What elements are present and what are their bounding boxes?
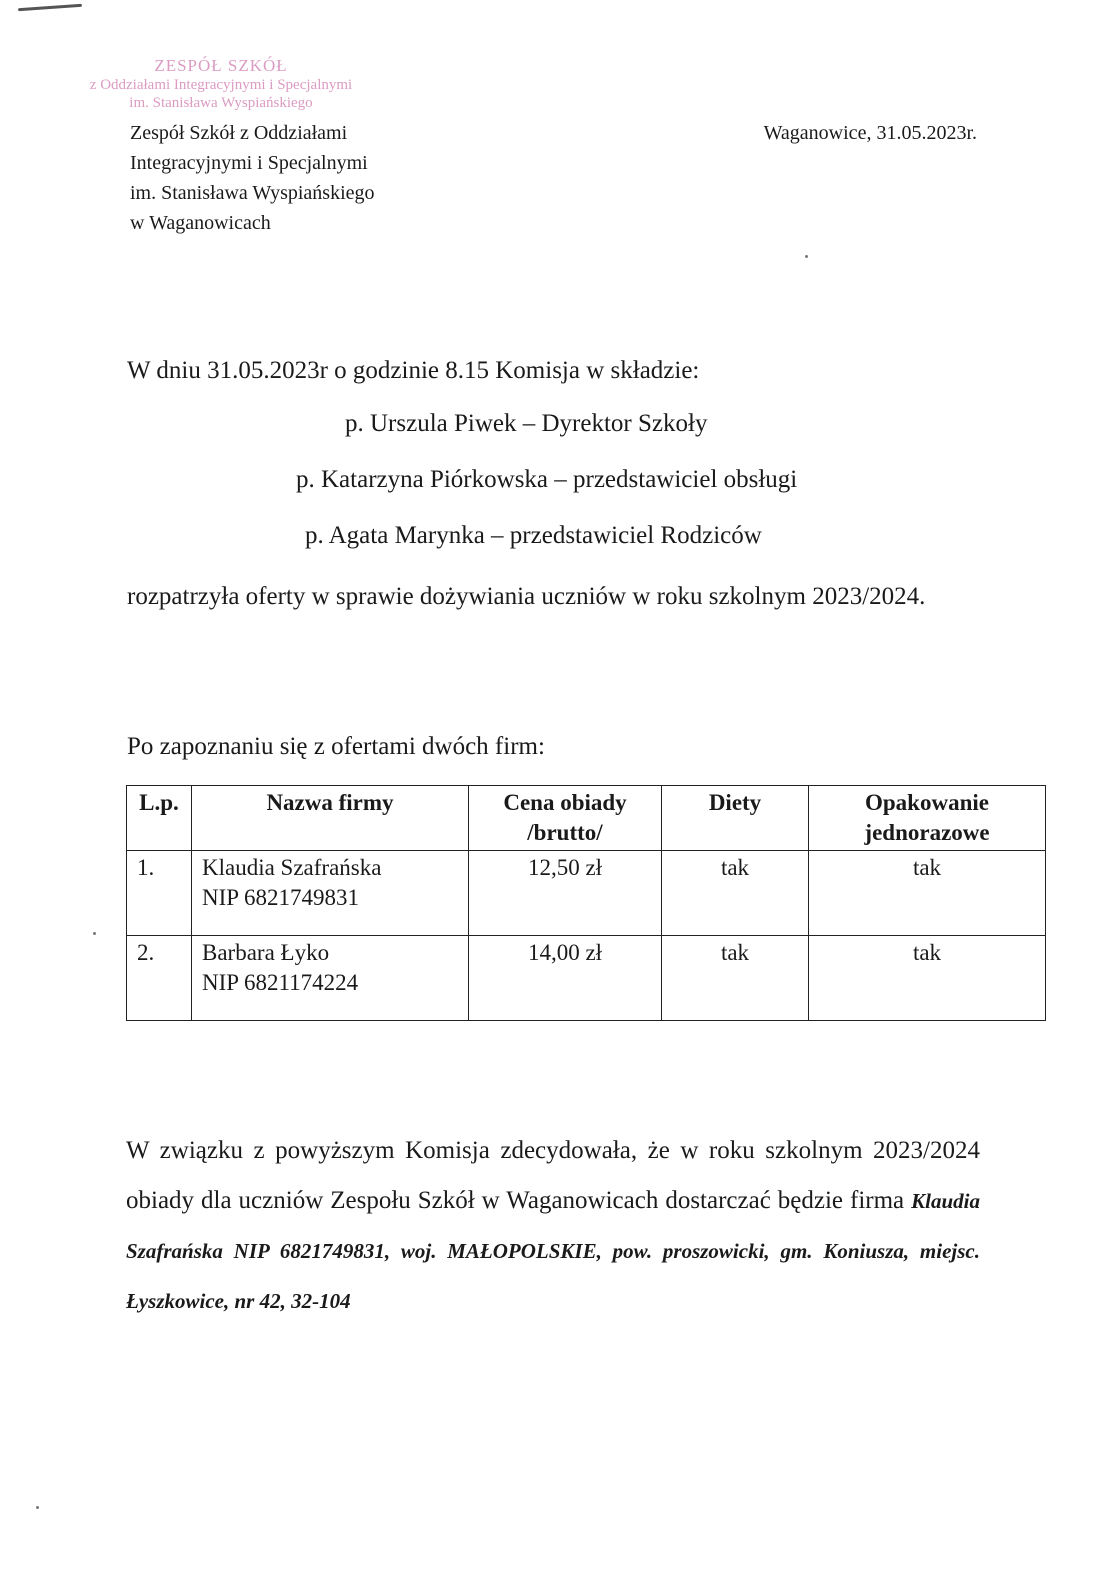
table-row [127, 851, 1046, 936]
row-company [192, 936, 469, 1021]
header-name: Nazwa firmy [192, 786, 469, 851]
commission-member-3: p. Agata Marynka – przedstawiciel Rodziców [305, 522, 762, 549]
header-packaging-line-1: Opakowanie [865, 790, 989, 815]
decision-text: W związku z powyższym Komisja zdecydowała, że w roku szkolnym 2023/2024 obiady dla uczniów Zespołu Szkół w Waganowicach dostarczać będzie firma [126, 1137, 980, 1214]
row-diets: tak [662, 936, 809, 1021]
row-diets: tak [662, 851, 809, 936]
sender-line-4: w Waganowicach [130, 212, 271, 234]
header-diets: Diety [662, 786, 809, 851]
school-stamp [56, 56, 386, 112]
selected-firm: Klaudia Szafrańska NIP 6821749831, woj. MAŁOPOLSKIE, pow. proszowicki, gm. Koniusza, miejsc. Łyszkowice, nr 42, 32-104 [126, 1189, 980, 1313]
header-packaging-line-2: jednorazowe [864, 820, 990, 845]
sender-address [130, 118, 375, 238]
company-nip: NIP 6821174224 [202, 970, 359, 995]
table-header-row [127, 786, 1046, 851]
company-name: Klaudia Szafrańska [202, 855, 382, 880]
scan-speck [36, 1506, 39, 1509]
sender-line-3: im. Stanisława Wyspiańskiego [130, 182, 375, 204]
considered-paragraph: rozpatrzyła oferty w sprawie dożywiania uczniów w roku szkolnym 2023/2024. [127, 583, 926, 610]
header-price-line-1: Cena obiady [503, 790, 627, 815]
table-row [127, 936, 1046, 1021]
stamp-line-2: z Oddziałami Integracyjnymi i Specjalnymi [89, 77, 353, 94]
company-nip: NIP 6821749831 [202, 885, 359, 910]
offers-table [126, 785, 1046, 1021]
sender-line-2: Integracyjnymi i Specjalnymi [130, 152, 368, 174]
commission-member-2: p. Katarzyna Piórkowska – przedstawiciel obsługi [296, 466, 798, 493]
commission-member-1: p. Urszula Piwek – Dyrektor Szkoły [345, 410, 708, 437]
row-packaging: tak [809, 851, 1046, 936]
decision-paragraph [126, 1126, 980, 1326]
header-price [469, 786, 662, 851]
intro-paragraph: W dniu 31.05.2023r o godzinie 8.15 Komisja w składzie: [127, 357, 700, 384]
scan-mark [18, 4, 82, 11]
scan-speck [805, 255, 808, 258]
scan-speck [93, 932, 96, 935]
row-lp: 2. [127, 936, 192, 1021]
header-price-line-2: /brutto/ [527, 820, 603, 845]
row-price: 12,50 zł [469, 851, 662, 936]
row-lp: 1. [127, 851, 192, 936]
offers-intro: Po zapoznaniu się z ofertami dwóch firm: [127, 733, 545, 760]
row-packaging: tak [809, 936, 1046, 1021]
stamp-line-3: im. Stanisława Wyspiańskiego [129, 95, 313, 112]
company-name: Barbara Łyko [202, 940, 330, 965]
place-date: Waganowice, 31.05.2023r. [763, 122, 977, 144]
header-packaging [809, 786, 1046, 851]
sender-line-1: Zespół Szkół z Oddziałami [130, 122, 348, 144]
row-price: 14,00 zł [469, 936, 662, 1021]
stamp-line-1: ZESPÓŁ SZKÓŁ [154, 56, 288, 75]
row-company [192, 851, 469, 936]
header-lp: L.p. [127, 786, 192, 851]
